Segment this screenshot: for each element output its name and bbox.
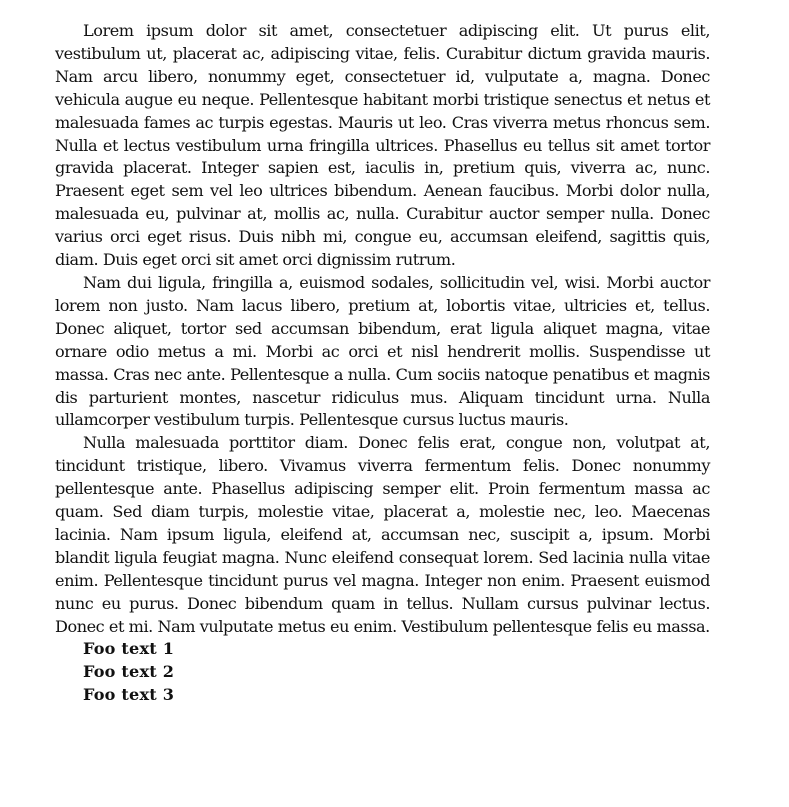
foo-text-item-1: Foo text 1 <box>83 639 175 659</box>
paragraph-3: Nulla malesuada porttitor diam. Donec felis erat, congue non, volutpat at, tincidunt tristique, libero. Vivamus viverra fermentum felis. Donec nonummy pellentesque ante. Phasellus adipiscing semper elit. Proin fermentum massa ac quam. Sed diam turpis, molestie vitae, placerat a, molestie nec, leo. Maecenas lacinia. Nam ipsum ligula, eleifend at, accumsan nec, suscipit a, ipsum. Morbi blandit ligula feugiat magna. Nunc eleifend consequat lorem. Sed lacinia nulla vitae enim. Pellentesque tincidunt purus vel magna. Integer non enim. Praesent euismod nunc eu purus. Donec bibendum quam in tellus. Nullam cursus pulvinar lectus. Donec et mi. Nam vulputate metus eu enim. Vestibulum pellentesque felis eu massa. <box>55 433 710 636</box>
document-page <box>55 20 710 707</box>
foo-text-item-2: Foo text 2 <box>83 662 175 682</box>
foo-text-item-3: Foo text 3 <box>83 685 175 705</box>
paragraph-1: Lorem ipsum dolor sit amet, consectetuer adipiscing elit. Ut purus elit, vestibulum ut, placerat ac, adipiscing vitae, felis. Curabitur dictum gravida mauris. Nam arcu libero, nonummy eget, consectetuer id, vulputate a, magna. Donec vehicula augue eu neque. Pellentesque habitant morbi tristique senectus et netus et malesuada fames ac turpis egestas. Mauris ut leo. Cras viverra metus rhoncus sem. Nulla et lectus vestibulum urna fringilla ultrices. Phasellus eu tellus sit amet tortor gravida placerat. Integer sapien est, iaculis in, pretium quis, viverra ac, nunc. Praesent eget sem vel leo ultrices bibendum. Aenean faucibus. Morbi dolor nulla, malesuada eu, pulvinar at, mollis ac, nulla. Curabitur auctor semper nulla. Donec varius orci eget risus. Duis nibh mi, congue eu, accumsan eleifend, sagittis quis, diam. Duis eget orci sit amet orci dignissim rutrum. <box>55 21 710 270</box>
paragraph-2: Nam dui ligula, fringilla a, euismod sodales, sollicitudin vel, wisi. Morbi auctor lorem non justo. Nam lacus libero, pretium at, lobortis vitae, ultricies et, tellus. Donec aliquet, tortor sed accumsan bibendum, erat ligula aliquet magna, vitae ornare odio metus a mi. Morbi ac orci et nisl hendrerit mollis. Suspendisse ut massa. Cras nec ante. Pellentesque a nulla. Cum sociis natoque penatibus et magnis dis parturient montes, nascetur ridiculus mus. Aliquam tincidunt urna. Nulla ullamcorper vestibulum turpis. Pellentesque cursus luctus mauris. <box>55 272 710 430</box>
foo-text-list <box>55 638 710 707</box>
